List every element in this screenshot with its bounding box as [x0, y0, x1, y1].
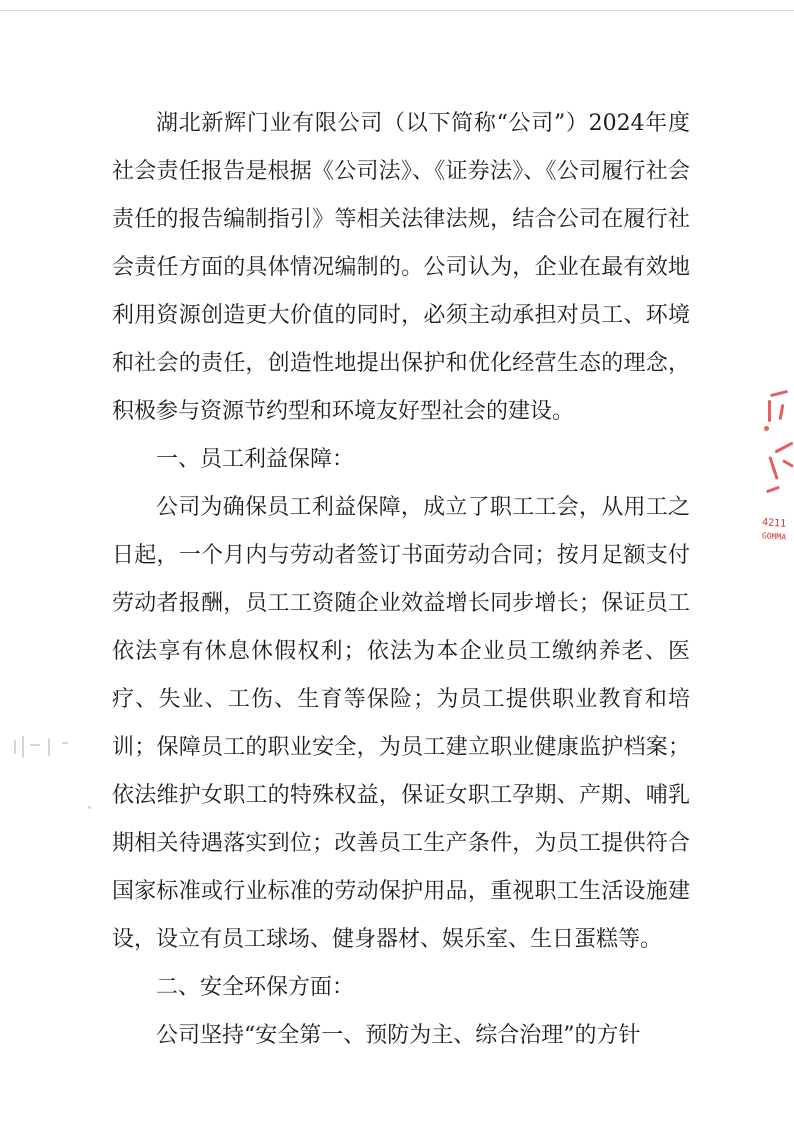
seal-stroke — [770, 390, 788, 397]
seal-partial-text: GOMMA — [761, 531, 787, 542]
section-heading-employee-benefits: 一、员工利益保障： — [156, 447, 355, 472]
seal-stroke — [768, 456, 778, 480]
seal-partial-digits: 4211 — [761, 517, 787, 530]
seal-stroke — [766, 486, 780, 494]
seal-dot — [764, 426, 769, 431]
document-body — [112, 100, 690, 1060]
intro-paragraph: 湖北新辉门业有限公司（以下简称“公司”）2024年度社会责任报告是根据《公司法》、《证券法》、《公司履行社会责任的报告编制指引》等相关法律法规，结合公司在履行社会责任方面的具体情况编制的。公司认为，企业在最有效地利用资源创造更大价值的同时，必须主动承担对员工、环境和社会的责任，创造性地提出保护和优化经营生态的理念，积极参与资源节约型和环境友好型社会的建设。 — [112, 111, 690, 424]
scan-speck — [62, 742, 68, 744]
seal-stroke — [782, 459, 794, 468]
partial-red-seal-stamp — [760, 370, 794, 560]
section-heading-safety-environment: 二、安全环保方面： — [156, 975, 355, 1000]
scan-speck — [88, 806, 91, 809]
scan-speck — [30, 744, 40, 746]
scan-speck — [22, 736, 24, 758]
page-top-edge-line — [0, 10, 794, 11]
seal-stroke — [768, 400, 771, 422]
scan-speck — [48, 738, 50, 756]
employee-benefits-paragraph: 公司为确保员工利益保障，成立了职工工会，从用工之日起，一个月内与劳动者签订书面劳动合同；按月足额支付劳动者报酬，员工工资随企业效益增长同步增长；保证员工依法享有休息休假权利；依法为本企业员工缴纳养老、医疗、失业、工伤、生育等保险；为员工提供职业教育和培训；保障员工的职业安全，为员工建立职业健康监护档案；依法维护女职工的特殊权益，保证女职工孕期、产期、哺乳期相关待遇落实到位；改善员工生产条件，为员工提供符合国家标准或行业标准的劳动保护用品，重视职工生活设施建设，设立有员工球场、健身器材、娱乐室、生日蛋糕等。 — [112, 495, 690, 952]
seal-stroke — [779, 404, 785, 420]
safety-paragraph: 公司坚持“安全第一、预防为主、综合治理”的方针 — [156, 1023, 641, 1048]
scan-speck — [14, 740, 16, 754]
seal-stroke — [774, 441, 793, 453]
